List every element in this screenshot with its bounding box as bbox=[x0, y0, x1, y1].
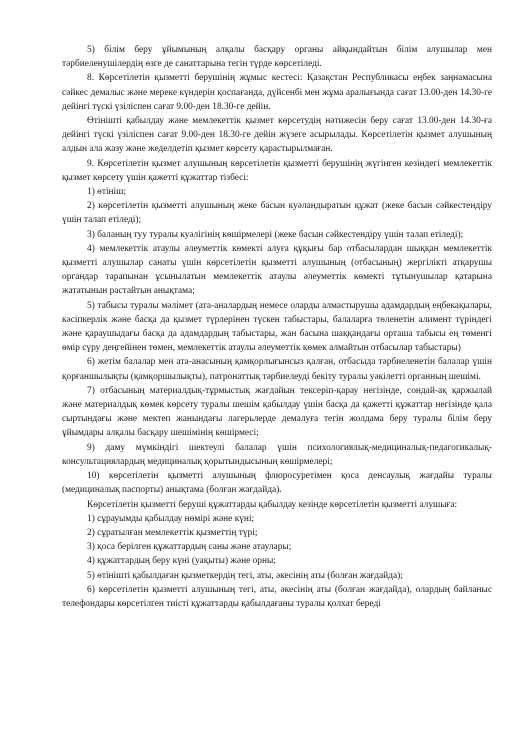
list-item: 6) көрсетілетін қызметті алушының тегі, аты, әкесінің аты (болған жағдайда), олардың байланыс телефондары көрсетілген тиісті құжаттарды қабылдағаны туралы қолхат береді bbox=[62, 584, 492, 609]
list-item: 3) қоса берілген құжаттардың саны және атаулары; bbox=[87, 542, 292, 553]
paragraph: Көрсетілетін қызметті беруші құжаттарды қабылдау кезінде көрсетілетін қызметті алушыға: bbox=[87, 499, 458, 510]
list-item: 2) сұратылған мемлекеттік қызметтің түрі; bbox=[87, 527, 258, 538]
list-item: 1) өтініш; bbox=[87, 187, 126, 198]
document-page bbox=[62, 43, 492, 611]
list-item: 5) өтінішті қабылдаған қызметкердің тегі, аты, әкесінің аты (болған жағдайда); bbox=[87, 570, 403, 581]
list-item: 5) табысы туралы мәлімет (ата-аналардың немесе оларды алмастырушы адамдардың еңбекақылары, кәсіпкерлік және басқа да қызмет түрлерінен түскен табыстары, балаларға төленетін алимент түріндегі және қараушыдағы басқа да адамдардың табыстары, жан басына шаққандағы орташа табысы ең төменгі өмір сүру деңгейінен төмен, мемлекеттік атаулы әлеуметтік көмек алмайтын отбасылар табыстары) bbox=[62, 300, 492, 354]
paragraph: Өтінішті қабылдау және мемлекеттік қызмет көрсетудің нәтижесін беру сағат 13.00-ден 14.30-ға дейінгі түскі үзіліспен сағат 9.00-ден 18.30-ге дейін жүзеге асырылады. Көрсетілетін қызмет алушының алдын ала жазу және жеделдетіп қызмет көрсету қарастырылмаған. bbox=[62, 116, 492, 155]
paragraph: 9. Көрсетілетін қызмет алушының көрсетілетін қызметті берушінің жүгінген кезіндегі мемлекеттік қызмет көрсету үшін қажетті құжаттар тізбесі: bbox=[62, 158, 492, 183]
list-item: 1) сұрауымды қабылдау нөмірі және күні; bbox=[87, 513, 255, 524]
list-item: 10) көрсетілетін қызметті алушының флюросуретімен қоса денсаулық жағдайы туралы (медициналық паспорты) анықтама (болған жағдайда). bbox=[62, 471, 492, 496]
list-item: 6) жетім балалар мен ата-анасының қамқорлығынсыз қалған, отбасыда тәрбиеленетін балалар үшін қорғаншылықты (қамқоршылықты), патронаттық тәрбиелеуді бекіту туралы уәкілетті органның шешімі. bbox=[62, 357, 492, 382]
list-item: 3) баланың туу туралы куәлігінің көшірмелері (жеке басын сәйкестендіру үшін талап етіледі); bbox=[87, 229, 464, 240]
list-item: 9) даму мүмкіндігі шектеулі балалар үшін психологиялық-медициналық-педагогикалық-консультациялардың медициналық қорытындысының көшірмелері; bbox=[62, 442, 492, 467]
list-item: 4) құжаттардың беру күні (уақыты) және орны; bbox=[87, 556, 276, 567]
paragraph: 8. Көрсетілетін қызметті берушінің жұмыс кестесі: Қазақстан Республикасы еңбек заңнамасына сәйкес демалыс және мереке күндерін қоспағанда, дүйсенбі мен жұма аралығында сағат 13.00-ден 14.30-ге дейінгі түскі үзіліспен сағат 9.00-ден 18.30-ге дейін. bbox=[62, 73, 492, 112]
paragraph: 5) білім беру ұйымының алқалы басқару органы айқындайтын білім алушылар мен тәрбиеленушілердің өзге де санаттарына тегін түрде көрсетіледі. bbox=[62, 45, 492, 70]
list-item: 2) көрсетілетін қызметті алушының жеке басын куәландыратын құжат (жеке басын сәйкестендіру үшін талап етіледі); bbox=[62, 201, 492, 226]
list-item: 7) отбасының материалдық-тұрмыстық жағдайын тексеріп-қарау негізінде, сондай-ақ қаржылай және материалдық көмек көрсету туралы шешім қабылдау үшін басқа да қажетті құжаттар негізінде қала сыртындағы және мектеп жанындағы лагерьлерде демалуға тегін жолдама беру туралы білім беру ұйымдары алқалы басқару шешімінің көшірмесі; bbox=[62, 385, 492, 439]
list-item: 4) мемлекеттік атаулы әлеуметтік көмекті алуға құқығы бар отбасылардан шыққан мемлекеттік қызметті алушылар санаты үшін көрсетілетін қызметті алушының (отбасының) жергілікті атқарушы органдар тарапынан ұсынылатын мемлекеттік атаулы әлеуметтік көмекті тұтынушылар қатарына жататынын растайтын анықтама; bbox=[62, 243, 492, 297]
